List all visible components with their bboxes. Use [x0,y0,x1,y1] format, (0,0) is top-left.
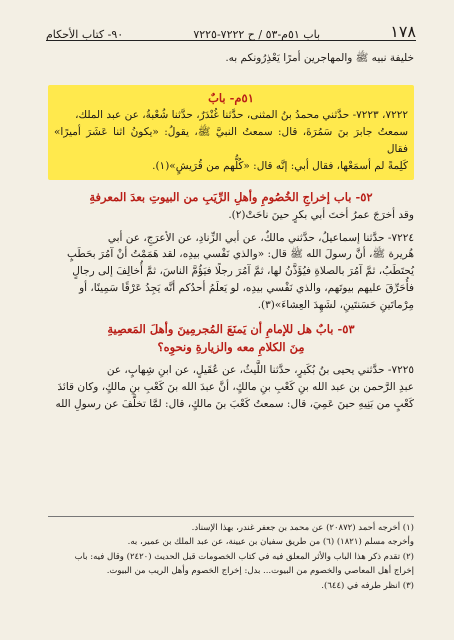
page-header [46,18,416,41]
hadith-7224-line-2: هُريرة ﷺ، أنَّ رسولَ الله ﷺ قال: «والذي نَفْسي بيدِه، لقد هَمَمْتُ أنْ آمُرَ بحَطَبٍ [67,248,414,261]
section-52-line: وقد أخرَجَ عمرُ أختَ أبي بكرٍ حينَ ناحَتْ(٢). [228,208,414,221]
section-53-title-line-1: ٥٣- بابٌ هل للإمامِ أن يَمنَعَ المُجرمِينَ وأهلَ المَعصِيةِ [107,321,355,336]
footnote-line: (١) أخرجه أحمد (٢٠٨٧٢) عن محمد بن جعفر غندر، بهذا الإسناد. [191,523,414,533]
hadith-7224-line-5: مِرْماتَينِ حَسَنتَينِ، لشَهِدَ العِشاءَ»(٣). [257,298,414,311]
footnote-line: وأخرجه مسلم (١٨٢١) (٦) من طريق سفيان بن عيينة، عن عبد الملك بن عمير، به. [127,537,414,548]
intro-line: خليفة نبيه ﷺ والمهاجرين أمرًا يَعْذِرُونكم به. [225,52,414,64]
book-title: ٩٠- كتاب الأحكام [46,28,124,41]
section-51-title: ٥١م- بابٌ [208,90,254,105]
highlighted-hadith [48,85,414,181]
hadith-7225 [48,362,414,412]
footnote-line: (٣) انظر طرفه في (٦٤٤). [321,580,414,591]
footnote-line: إخراج أهل المعاصي والخصوم من البيوت... بدل: إخراج الخصوم وأهل الريب من البيوت. [106,566,414,577]
hadith-7222-line-3: كَلِمةً لم أسمَعْها، فقال أبي: إنَّه قال: «كُلُّهم من قُرَيشٍ»(١). [152,159,408,172]
section-52-title: ٥٢- باب إخراجِ الخُصُومِ وأهلِ الرِّيَبِ من البيوتِ بعدَ المعرفةِ [89,190,373,205]
section-53 [48,320,414,357]
hadith-7224-line-4: فأُحَرِّقَ عليهم بيوتَهم، والذي نَفْسي بيدِه، لو يَعلَمُ أحدُكم أنَّه يَجِدُ عَرْقًا سَمِينًا، أو [79,281,414,294]
hadith-7224-line-3: يُحتَطَبُ، ثمَّ آمُرَ بالصلاةِ فيُؤَذَّنُ لها، ثمَّ آمُرَ رجلًا فيَؤُمَّ الناسَ، ثمَّ أُخالِفَ إلى رجالٍ [72,265,414,278]
hadith-7225-line-2: عبدِ الرَّحمن بن عبد الله بنِ كَعْبِ بنِ مالكٍ، أنَّ عبدَ الله بنَ كَعْبِ بنِ مالكٍ، وكان قائدَ [57,381,414,394]
header-hadith-range: باب ٥١م-٥٣ / ح ٧٢٢٢-٧٢٢٥ [193,28,321,41]
footnote-line: (٢) تقدم ذكر هذا الباب والأثر المعلق فيه في كتاب الخصومات قبل الحديث (٢٤٢٠) وقال فيه: باب [74,551,414,562]
section-53-title-line-2: مِنَ الكلامِ معه والزيارةِ ونحوِه؟ [157,339,305,354]
hadith-7222-line-1: ٧٢٢٢، ٧٢٢٣- حدَّثني محمدُ بنُ المثنى، حدَّثنا غُنْدَرٌ، حدَّثنا شُعْبةُ، عن عبد الملك، [75,109,408,122]
page-number: ١٧٨ [390,22,416,41]
hadith-7225-line-3: كَعْبٍ من بَنِيهِ حينَ عَمِيَ، قال: سمعتُ كَعْبَ بنَ مالكٍ، قال: لمَّا تخلَّفَ عن رسولِ الله [55,397,414,410]
footnotes [48,516,414,593]
hadith-7224 [48,230,414,314]
hadith-7224-line-1: ٧٢٢٤- حدَّثنا إسماعيلُ، حدَّثني مالكٌ، عن أبي الزِّنادِ، عن الأعرَجِ، عن أبي [107,231,414,244]
hadith-7222-line-2: سمعتُ جابرَ بنَ سَمُرَةَ، قال: سمعتُ النبيَّ ﷺ، يقولُ: «يكونُ اثنا عَشَرَ أميرًا» فقال [54,125,408,155]
page-content [48,50,414,413]
hadith-7225-line-1: ٧٢٢٥- حدَّثني يحيى بنُ بُكَيرٍ، حدَّثنا اللَّيثُ، عن عُقَيلٍ، عن ابنِ شِهابٍ، عن [106,364,414,377]
